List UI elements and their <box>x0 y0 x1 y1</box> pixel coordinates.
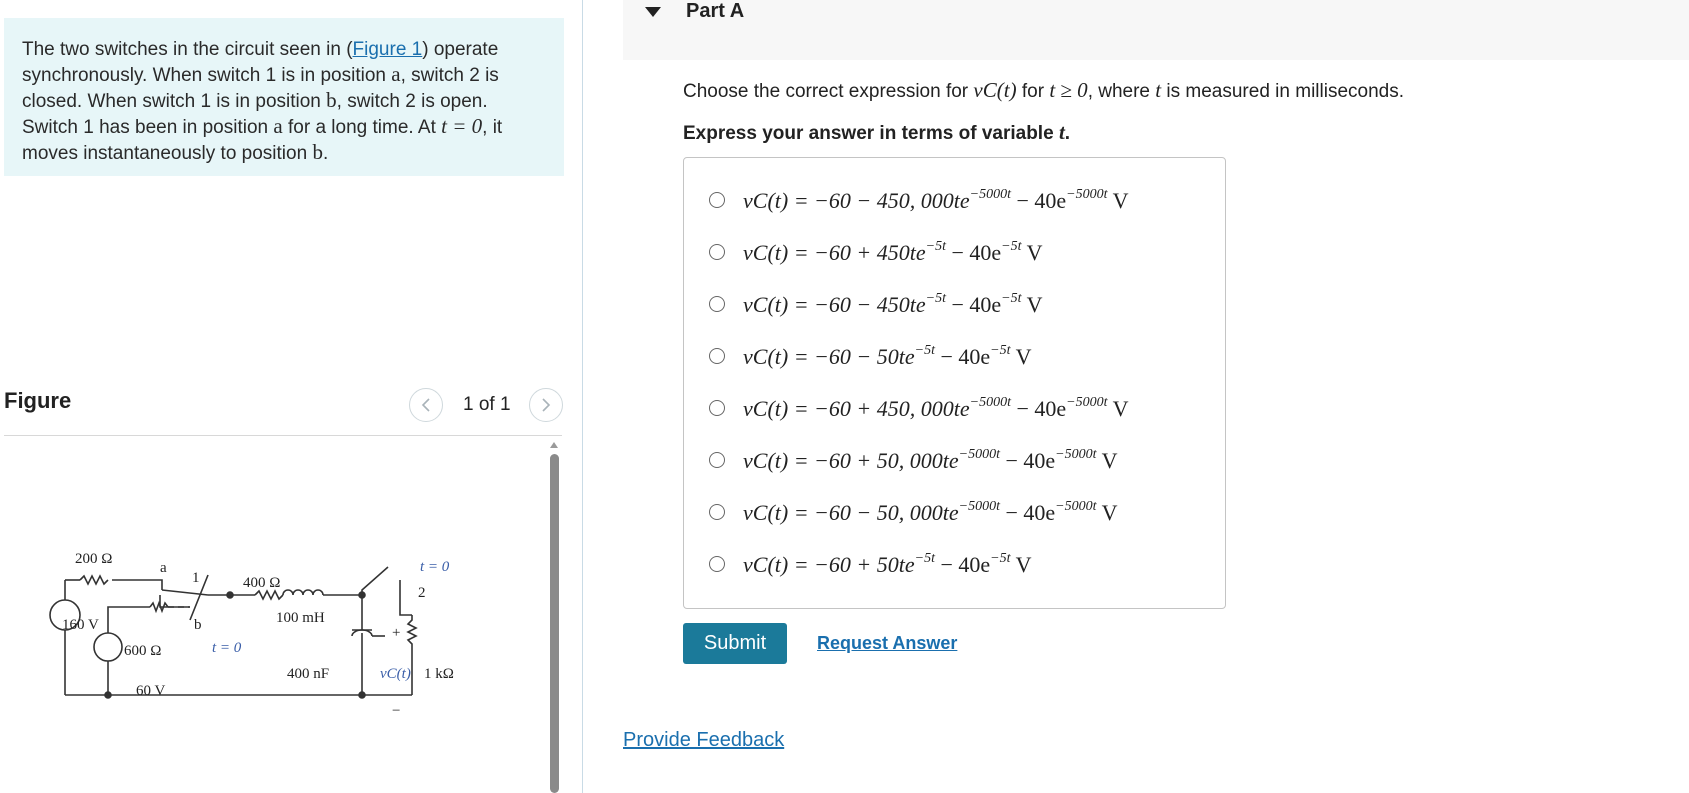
radio-button[interactable] <box>709 452 725 468</box>
label-t0-top: t = 0 <box>420 559 450 575</box>
label-l100: 100 mH <box>276 610 325 626</box>
circuit-diagram <box>40 535 520 765</box>
option-expression: $vC(t) = -60 - 50te^{-5t} - 40e^{-5t}$ V <box>743 342 1032 369</box>
instruction-part: Express your answer in terms of variable <box>683 123 1059 144</box>
problem-text: , switch 2 is open. Switch 1 has been in position <box>22 91 488 138</box>
option-expression: vC(t) = −60 − 50, $000te^{-5000t} - 40e^{-5000t}$ V <box>743 498 1118 525</box>
label-plus: + <box>392 625 401 641</box>
figure-pager <box>409 387 563 423</box>
figure-link[interactable]: Figure 1 <box>352 39 423 60</box>
figure-scrollbar[interactable] <box>550 442 559 793</box>
label-vc: vC(t) <box>380 666 411 682</box>
question-cond: t ≥ 0 <box>1049 78 1088 102</box>
chevron-right-icon <box>540 397 552 413</box>
part-title: Part A <box>686 0 745 22</box>
collapse-caret-icon[interactable] <box>645 7 661 17</box>
label-minus: − <box>392 703 401 719</box>
instruction-var: t <box>1058 120 1065 144</box>
label-v60: 60 V <box>136 683 166 699</box>
problem-text: The two switches in the circuit seen in ( <box>22 39 353 60</box>
option-8[interactable] <box>709 544 1031 584</box>
label-r400: 400 Ω <box>243 575 281 591</box>
label-v160: 160 V <box>62 617 99 633</box>
problem-text: ) operate synchronously. When switch 1 is in position <box>22 39 499 86</box>
instruction-part: . <box>1064 123 1071 144</box>
scroll-up-icon[interactable] <box>550 442 558 448</box>
label-r1k: 1 kΩ <box>424 666 454 682</box>
radio-button[interactable] <box>709 348 725 364</box>
prev-figure-button[interactable] <box>409 388 443 422</box>
question-text <box>683 78 1404 103</box>
option-expression: $vC(t) = -60 + 450te^{-5t} - 40e^{-5t}$ V <box>743 238 1043 265</box>
left-panel <box>0 0 582 793</box>
part-header[interactable] <box>623 0 1689 60</box>
next-figure-button[interactable] <box>529 388 563 422</box>
option-7[interactable] <box>709 492 1117 532</box>
panel-divider <box>582 0 583 793</box>
question-part: , where <box>1087 81 1156 102</box>
label-r200: 200 Ω <box>75 551 113 567</box>
request-answer-link[interactable]: Request Answer <box>817 633 958 653</box>
question-part: Choose the correct expression for <box>683 81 974 102</box>
question-part: for <box>1016 81 1050 102</box>
figure-title: Figure <box>4 388 72 413</box>
problem-text: , it moves instantaneously to position <box>22 117 503 164</box>
label-1: 1 <box>192 570 200 586</box>
option-expression: vC(t) = −60 + 450, $000te^{-5000t} - 40e^{-5000t}$ V <box>743 394 1129 421</box>
question-t: t <box>1155 78 1162 102</box>
problem-text: , switch 2 is closed. When switch 1 is in position <box>22 65 499 112</box>
question-part: is measured in milliseconds. <box>1161 81 1404 102</box>
figure-divider <box>4 435 562 436</box>
position-a: a <box>273 114 283 138</box>
chevron-left-icon <box>420 397 432 413</box>
label-b: b <box>194 617 202 633</box>
label-t0-bottom: t = 0 <box>212 640 242 656</box>
problem-statement <box>4 18 564 176</box>
submit-button[interactable]: Submit <box>683 623 787 664</box>
position-b: b <box>326 88 337 112</box>
label-r600: 600 Ω <box>124 643 162 659</box>
provide-feedback-link[interactable]: Provide Feedback <box>623 729 785 751</box>
radio-button[interactable] <box>709 504 725 520</box>
answer-options <box>683 157 1226 609</box>
option-expression: vC(t) = −60 + 50, $000te^{-5000t} - 40e^{-5000t}$ V <box>743 446 1118 473</box>
option-expression: vC(t) = −60 − 450, $000te^{-5000t} - 40e^{-5000t}$ V <box>743 186 1129 213</box>
radio-button[interactable] <box>709 296 725 312</box>
time-zero: t = 0 <box>441 114 483 138</box>
radio-button[interactable] <box>709 556 725 572</box>
question-var: vC(t) <box>973 78 1017 102</box>
option-2[interactable] <box>709 232 1042 272</box>
problem-text: . <box>322 143 329 164</box>
pager-count: 1 of 1 <box>463 394 511 415</box>
instruction-text <box>683 120 1070 145</box>
problem-text: for a long time. At <box>282 117 442 138</box>
option-4[interactable] <box>709 336 1031 376</box>
radio-button[interactable] <box>709 400 725 416</box>
option-6[interactable] <box>709 440 1117 480</box>
option-3[interactable] <box>709 284 1042 324</box>
option-1[interactable] <box>709 180 1128 220</box>
radio-button[interactable] <box>709 192 725 208</box>
label-2: 2 <box>418 585 426 601</box>
option-5[interactable] <box>709 388 1128 428</box>
scroll-thumb[interactable] <box>550 454 559 793</box>
label-a: a <box>160 560 167 576</box>
radio-button[interactable] <box>709 244 725 260</box>
position-a: a <box>391 62 401 86</box>
label-c400: 400 nF <box>287 666 330 682</box>
position-b: b <box>312 140 323 164</box>
option-expression: $vC(t) = -60 + 50te^{-5t} - 40e^{-5t}$ V <box>743 550 1032 577</box>
option-expression: $vC(t) = -60 - 450te^{-5t} - 40e^{-5t}$ V <box>743 290 1043 317</box>
